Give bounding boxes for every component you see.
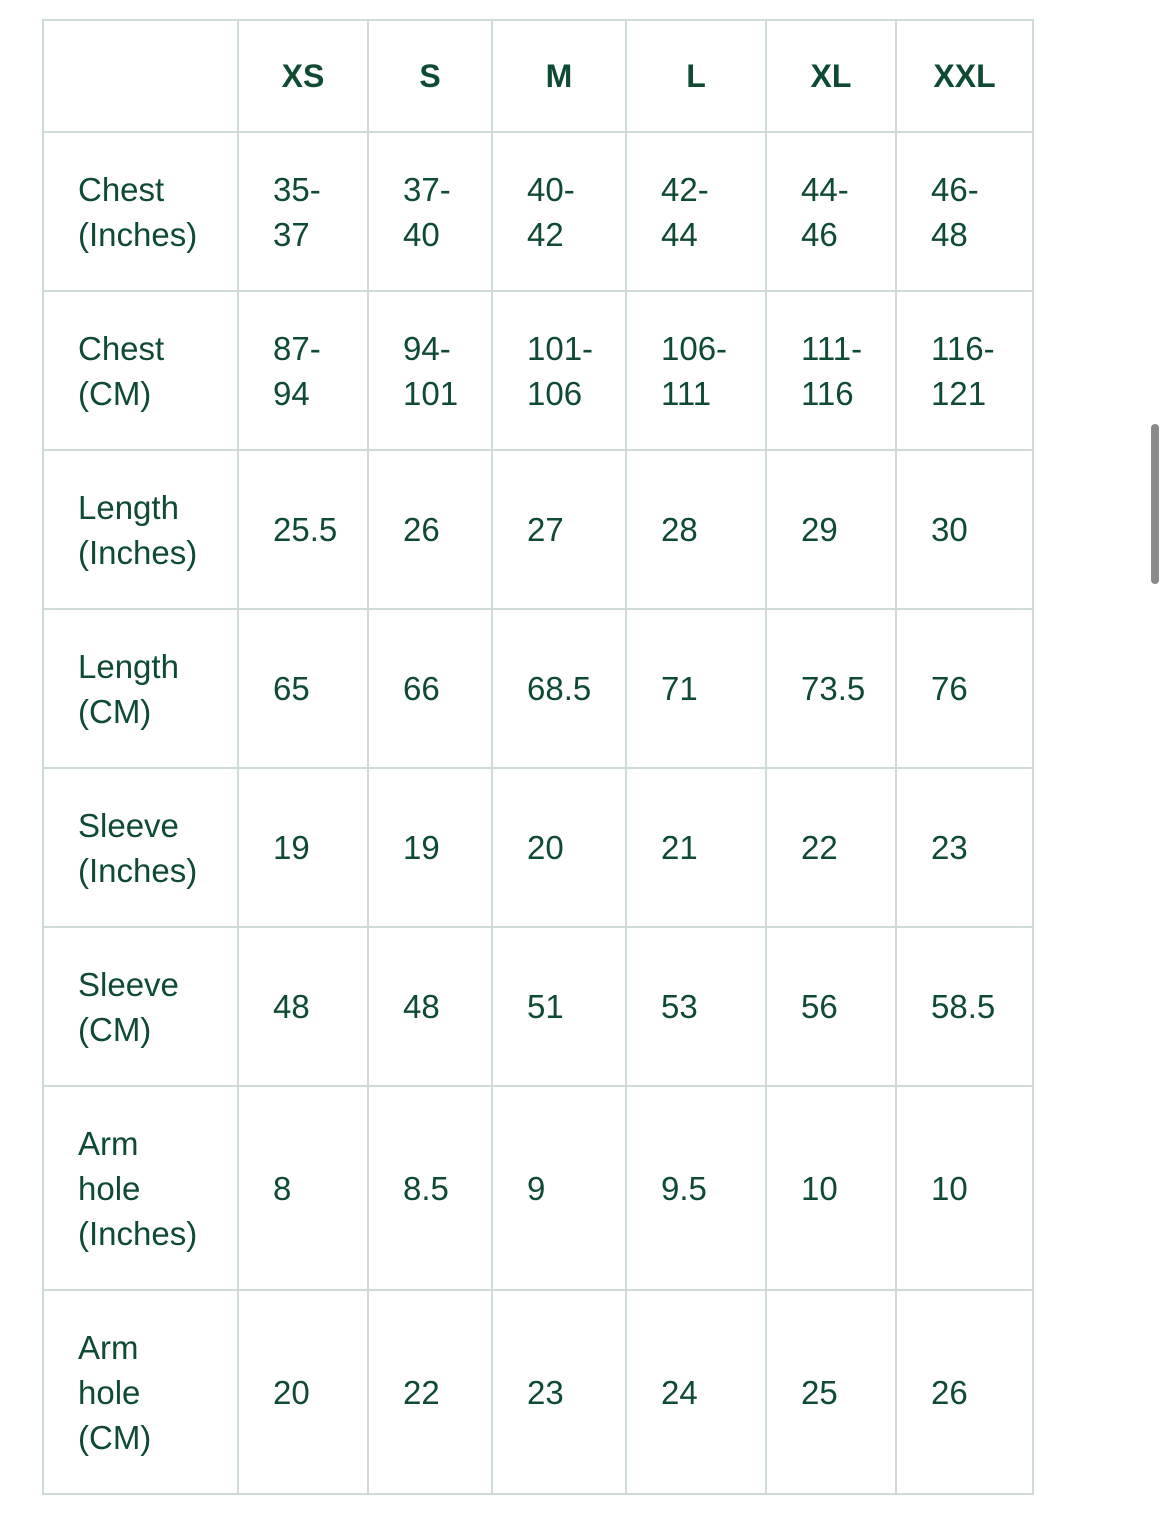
measurement-cell-l	[626, 768, 766, 927]
measurement-value: 23	[527, 1373, 564, 1411]
measurement-cell-m	[492, 1290, 626, 1494]
row-label-line: Arm	[78, 1328, 139, 1366]
measurement-cell-xxl	[896, 609, 1033, 768]
measurement-value: 22	[403, 1373, 440, 1411]
row-label	[43, 609, 238, 768]
measurement-value: 48	[273, 988, 310, 1025]
size-header-xxl: XXL	[896, 20, 1033, 132]
measurement-cell-xl	[766, 1290, 896, 1494]
row-label-line: (CM)	[78, 692, 152, 730]
measurement-value: 30	[931, 511, 968, 548]
measurement-cell-xs	[238, 1290, 368, 1494]
size-header-row	[43, 20, 1033, 132]
measurement-cell-xl	[766, 132, 896, 291]
measurement-cell-s	[368, 291, 492, 450]
row-label-line: Length	[78, 488, 179, 526]
measurement-value: 101	[403, 374, 459, 412]
corner-cell	[43, 20, 238, 132]
measurement-value: 116-	[931, 329, 995, 367]
measurement-cell-m	[492, 927, 626, 1086]
measurement-value: 46	[801, 215, 838, 253]
measurement-cell-xs	[238, 768, 368, 927]
measurement-value: 106-	[661, 329, 728, 367]
measurement-value: 37	[273, 215, 310, 253]
measurement-value: 116	[801, 374, 854, 412]
measurement-cell-xs	[238, 609, 368, 768]
measurement-value: 44	[661, 215, 698, 253]
measurement-value: 42	[527, 215, 564, 253]
measurement-value: 66	[403, 670, 440, 707]
size-header-s: S	[368, 20, 492, 132]
measurement-cell-s	[368, 132, 492, 291]
measurement-cell-m	[492, 291, 626, 450]
row-label-line: Sleeve	[78, 806, 179, 844]
measurement-cell-xxl	[896, 132, 1033, 291]
size-chart-table	[42, 19, 1034, 1495]
size-header-xl: XL	[766, 20, 896, 132]
measurement-value: 121	[931, 374, 987, 412]
measurement-value: 106	[527, 374, 583, 412]
measurement-value: 56	[801, 988, 838, 1025]
row-label	[43, 1290, 238, 1494]
row-label-line: Arm	[78, 1124, 139, 1162]
measurement-cell-l	[626, 1290, 766, 1494]
measurement-value: 40-	[527, 170, 575, 208]
table-row	[43, 1290, 1033, 1494]
measurement-value: 68.5	[527, 670, 592, 707]
table-row	[43, 927, 1033, 1086]
measurement-value: 20	[273, 1373, 310, 1411]
measurement-value: 94-	[403, 329, 451, 367]
measurement-value: 94	[273, 374, 310, 412]
table-row	[43, 609, 1033, 768]
measurement-value: 22	[801, 829, 838, 866]
measurement-cell-xs	[238, 927, 368, 1086]
row-label	[43, 1086, 238, 1290]
measurement-cell-l	[626, 1086, 766, 1290]
measurement-cell-xl	[766, 768, 896, 927]
measurement-value: 73.5	[801, 670, 866, 707]
size-table-body	[43, 132, 1033, 1494]
row-label-line: Length	[78, 647, 179, 685]
measurement-value: 25	[801, 1373, 838, 1411]
measurement-value: 27	[527, 511, 564, 548]
measurement-cell-m	[492, 609, 626, 768]
measurement-cell-m	[492, 1086, 626, 1290]
measurement-value: 111-	[801, 329, 863, 367]
row-label-line: Chest	[78, 170, 165, 208]
measurement-cell-m	[492, 450, 626, 609]
table-row	[43, 450, 1033, 609]
table-row	[43, 768, 1033, 927]
measurement-value: 53	[661, 988, 698, 1025]
measurement-cell-s	[368, 1290, 492, 1494]
row-label-line: (CM)	[78, 1418, 152, 1456]
measurement-value: 65	[273, 670, 310, 707]
size-header-m: M	[492, 20, 626, 132]
measurement-value: 35-	[273, 170, 321, 208]
measurement-cell-xl	[766, 1086, 896, 1290]
row-label-line: (Inches)	[78, 215, 198, 253]
measurement-cell-m	[492, 132, 626, 291]
measurement-cell-s	[368, 609, 492, 768]
measurement-cell-xs	[238, 132, 368, 291]
measurement-value: 42-	[661, 170, 709, 208]
measurement-cell-xs	[238, 291, 368, 450]
measurement-value: 10	[801, 1169, 838, 1207]
row-label	[43, 291, 238, 450]
measurement-value: 29	[801, 511, 838, 548]
measurement-cell-xxl	[896, 1290, 1033, 1494]
table-row	[43, 291, 1033, 450]
measurement-cell-xxl	[896, 768, 1033, 927]
row-label-line: Sleeve	[78, 965, 179, 1003]
measurement-cell-l	[626, 609, 766, 768]
measurement-cell-xl	[766, 609, 896, 768]
table-row	[43, 132, 1033, 291]
size-header-xs: XS	[238, 20, 368, 132]
table-row	[43, 1086, 1033, 1290]
measurement-value: 8	[273, 1169, 292, 1207]
measurement-cell-l	[626, 450, 766, 609]
measurement-value: 28	[661, 511, 698, 548]
measurement-value: 19	[273, 829, 310, 866]
measurement-value: 40	[403, 215, 440, 253]
measurement-cell-l	[626, 291, 766, 450]
measurement-value: 20	[527, 829, 564, 866]
measurement-cell-l	[626, 927, 766, 1086]
measurement-value: 9	[527, 1169, 546, 1207]
measurement-value: 9.5	[661, 1169, 707, 1207]
measurement-value: 23	[931, 829, 968, 866]
measurement-cell-xxl	[896, 450, 1033, 609]
row-label-line: (Inches)	[78, 1214, 198, 1252]
measurement-value: 8.5	[403, 1169, 449, 1207]
row-label	[43, 768, 238, 927]
row-label	[43, 927, 238, 1086]
row-label-line: (Inches)	[78, 851, 198, 889]
measurement-cell-xs	[238, 1086, 368, 1290]
row-label-line: hole	[78, 1169, 141, 1207]
measurement-cell-m	[492, 768, 626, 927]
measurement-value: 101-	[527, 329, 594, 367]
measurement-value: 46-	[931, 170, 979, 208]
measurement-cell-l	[626, 132, 766, 291]
row-label-line: (CM)	[78, 1010, 152, 1048]
measurement-value: 10	[931, 1169, 968, 1207]
measurement-cell-xl	[766, 291, 896, 450]
row-label-line: (CM)	[78, 374, 152, 412]
measurement-value: 37-	[403, 170, 451, 208]
measurement-value: 76	[931, 670, 968, 707]
measurement-cell-xl	[766, 450, 896, 609]
measurement-cell-s	[368, 450, 492, 609]
measurement-value: 26	[931, 1373, 968, 1411]
measurement-cell-xs	[238, 450, 368, 609]
measurement-cell-xxl	[896, 291, 1033, 450]
row-label-line: hole	[78, 1373, 141, 1411]
measurement-value: 24	[661, 1373, 698, 1411]
row-label	[43, 450, 238, 609]
measurement-cell-xxl	[896, 1086, 1033, 1290]
measurement-cell-s	[368, 1086, 492, 1290]
scrollbar-thumb[interactable]	[1151, 424, 1159, 584]
size-header-l: L	[626, 20, 766, 132]
row-label	[43, 132, 238, 291]
measurement-value: 19	[403, 829, 440, 866]
measurement-value: 26	[403, 511, 440, 548]
measurement-value: 44-	[801, 170, 849, 208]
row-label-line: Chest	[78, 329, 165, 367]
measurement-cell-s	[368, 927, 492, 1086]
measurement-value: 48	[931, 215, 968, 253]
measurement-cell-xxl	[896, 927, 1033, 1086]
measurement-value: 111	[661, 374, 712, 412]
measurement-cell-xl	[766, 927, 896, 1086]
measurement-value: 21	[661, 829, 698, 866]
measurement-value: 51	[527, 988, 564, 1025]
measurement-value: 87-	[273, 329, 321, 367]
measurement-value: 25.5	[273, 511, 338, 548]
measurement-value: 58.5	[931, 988, 996, 1025]
measurement-value: 71	[661, 670, 698, 707]
measurement-cell-s	[368, 768, 492, 927]
measurement-value: 48	[403, 988, 440, 1025]
row-label-line: (Inches)	[78, 533, 198, 571]
